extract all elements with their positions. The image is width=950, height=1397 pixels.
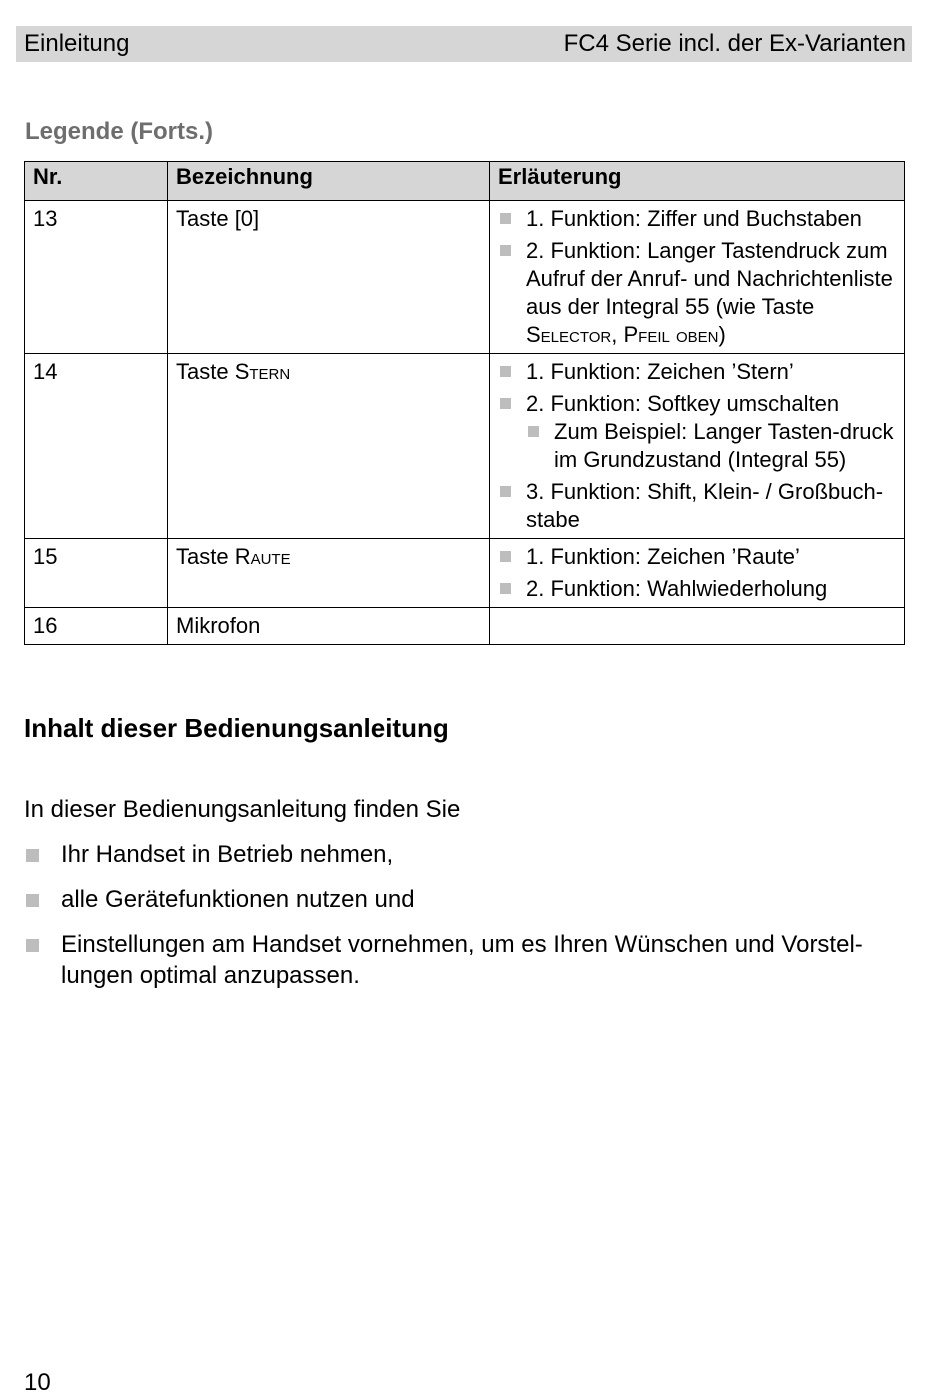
row-label: Taste [0] xyxy=(168,201,490,354)
row-number: 14 xyxy=(25,354,168,539)
row-number: 13 xyxy=(25,201,168,354)
table-row xyxy=(25,354,905,539)
list-item: Ihr Handset in Betrieb nehmen, xyxy=(24,839,909,870)
chapter-title: Einleitung xyxy=(24,30,130,57)
table-header-row xyxy=(25,162,905,201)
key-name-selector: Selector xyxy=(526,322,612,347)
list-item: 2. Funktion: Wahlwiederholung xyxy=(498,575,896,603)
row-description xyxy=(490,201,905,354)
list-item: 1. Funktion: Zeichen ’Stern’ xyxy=(498,358,896,386)
column-header-erlaeuterung: Erläuterung xyxy=(490,162,905,201)
row-label: Taste Raute xyxy=(168,539,490,608)
row-description xyxy=(490,354,905,539)
row-label: Taste Stern xyxy=(168,354,490,539)
column-header-bezeichnung: Bezeichnung xyxy=(168,162,490,201)
content-list xyxy=(24,839,909,1005)
key-name-pfeil-oben: Pfeil oben xyxy=(623,322,719,347)
page-header xyxy=(16,26,912,62)
table-row xyxy=(25,201,905,354)
row-number: 15 xyxy=(25,539,168,608)
list-item: 1. Funktion: Zeichen ’Raute’ xyxy=(498,543,896,571)
section-intro: In dieser Bedienungsanleitung finden Sie xyxy=(24,796,461,823)
row-number: 16 xyxy=(25,608,168,645)
row-description xyxy=(490,608,905,645)
row-description xyxy=(490,539,905,608)
list-item: 1. Funktion: Ziffer und Buchstaben xyxy=(498,205,896,233)
document-title: FC4 Serie incl. der Ex-Varianten xyxy=(563,30,906,57)
column-header-nr: Nr. xyxy=(25,162,168,201)
page-number: 10 xyxy=(24,1369,51,1396)
table-row xyxy=(25,539,905,608)
key-name-raute: Raute xyxy=(234,544,291,569)
row-label: Mikrofon xyxy=(168,608,490,645)
legend-title: Legende (Forts.) xyxy=(25,118,214,145)
list-item: alle Gerätefunktionen nutzen und xyxy=(24,884,909,915)
list-item: Einstellungen am Handset vornehmen, um es Ihren Wünschen und Vorstel-lungen optimal anzupassen. xyxy=(24,929,909,991)
list-item: 2. Funktion: Langer Tastendruck zum Aufruf der Anruf- und Nachrichtenliste aus der Integral 55 (wie Taste Selector, Pfeil oben) xyxy=(498,237,896,349)
section-heading: Inhalt dieser Bedienungsanleitung xyxy=(24,713,449,743)
key-name-stern: Stern xyxy=(234,359,291,384)
sub-list-item: Zum Beispiel: Langer Tasten-druck im Grundzustand (Integral 55) xyxy=(526,418,896,474)
table-row xyxy=(25,608,905,645)
list-item: 2. Funktion: Softkey umschalten Zum Beispiel: Langer Tasten-druck im Grundzustand (Integral 55) xyxy=(498,390,896,474)
legend-table xyxy=(24,161,905,645)
list-item: 3. Funktion: Shift, Klein- / Großbuch-stabe xyxy=(498,478,896,534)
